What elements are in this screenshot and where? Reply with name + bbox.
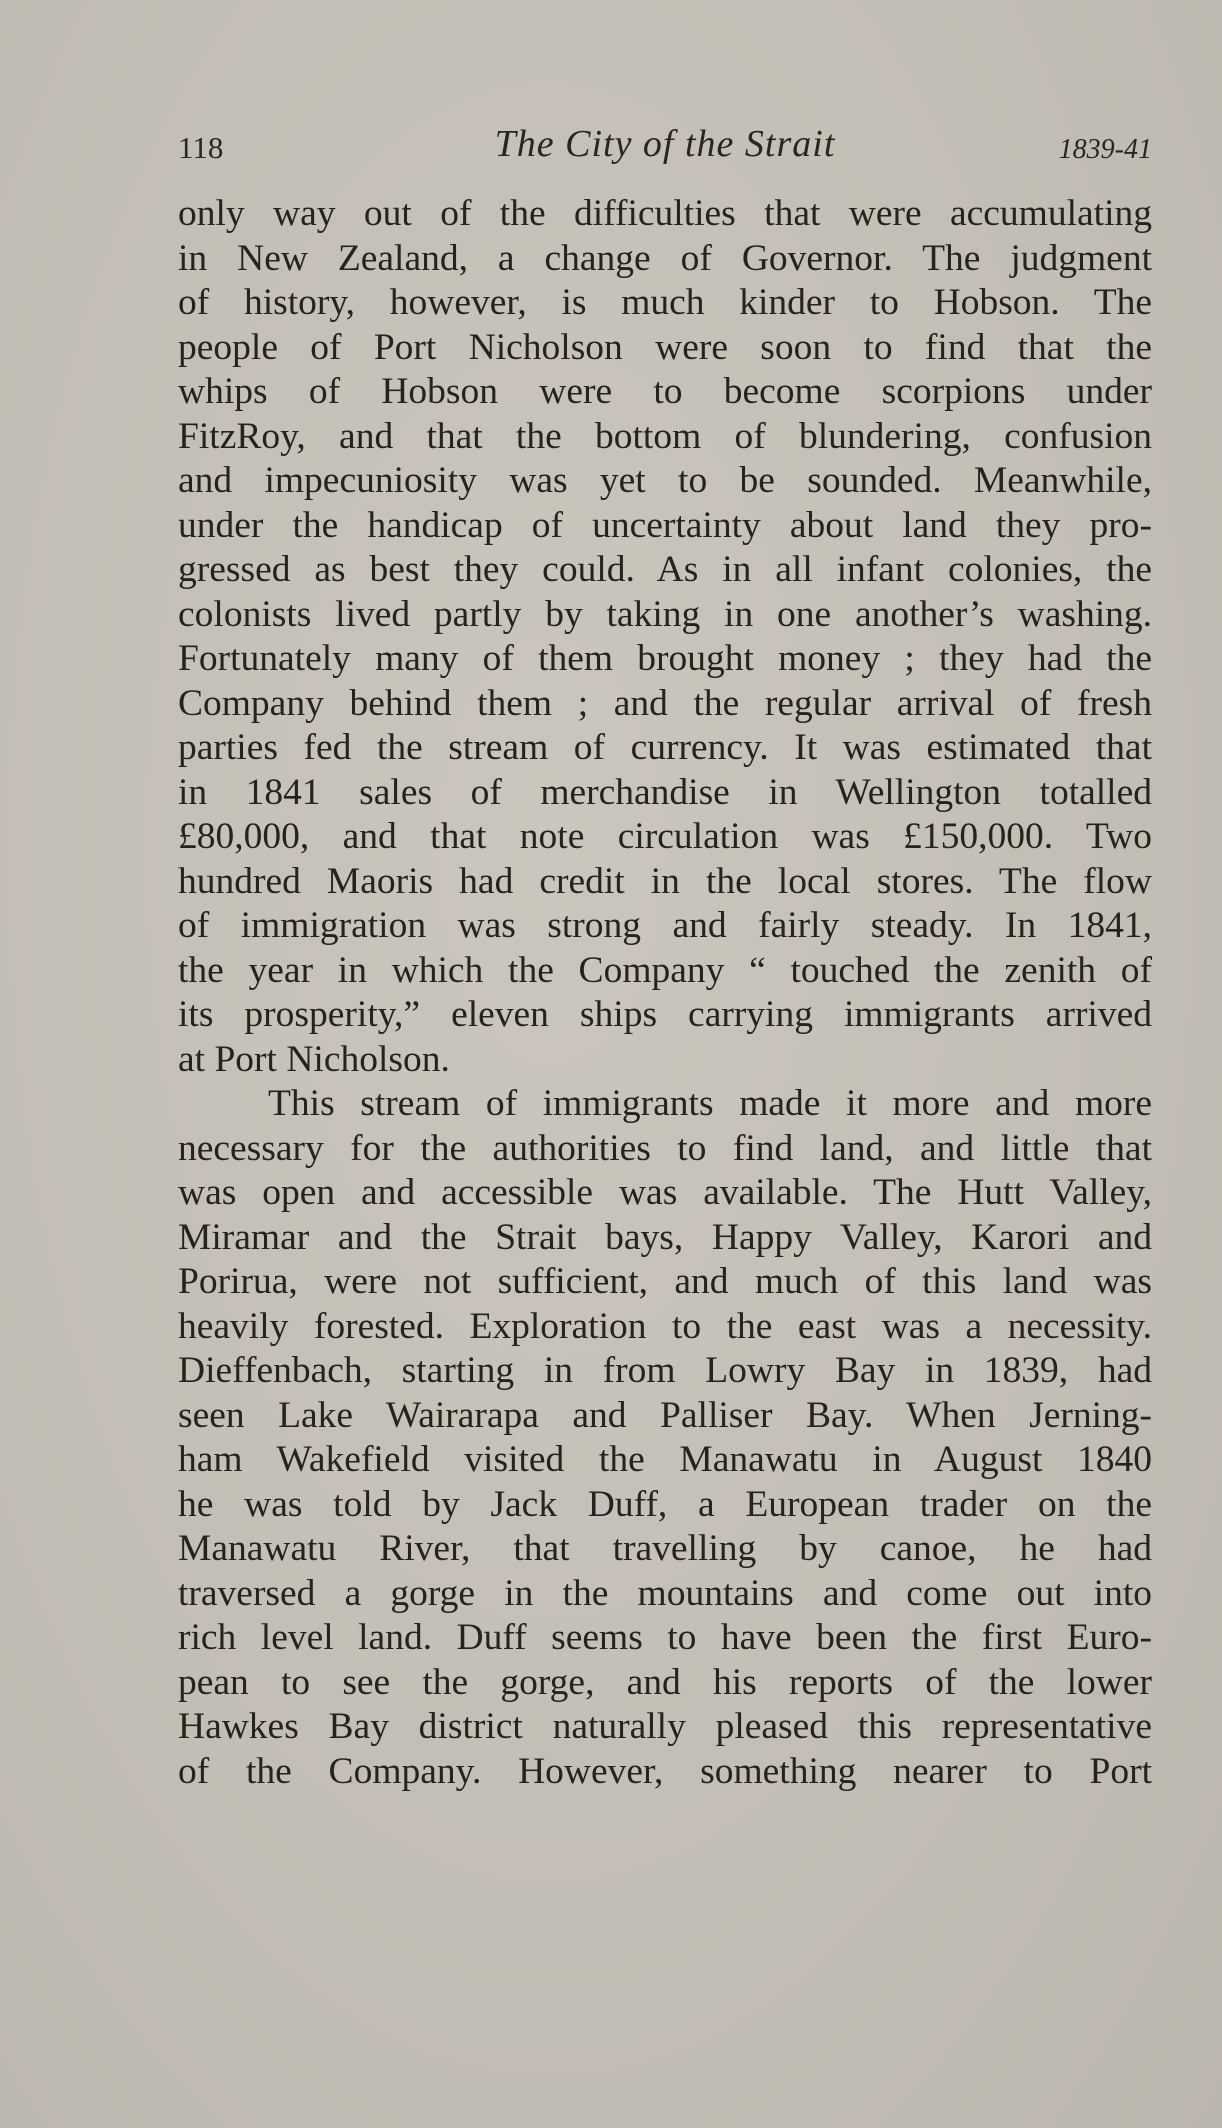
text-line: of the Company. However, something nearer to Port bbox=[178, 1750, 1152, 1792]
paragraph-start-line: This stream of immigrants made it more and more bbox=[268, 1083, 1152, 1124]
text-line: colonists lived partly by taking in one another’s washing. bbox=[178, 593, 1152, 635]
text-line: parties fed the stream of currency. It was estimated that bbox=[178, 727, 1152, 768]
text-line: under the handicap of uncertainty about land they pro- bbox=[178, 504, 1152, 546]
text-line: Fortunately many of them brought money ; they had the bbox=[178, 638, 1152, 679]
text-line: pean to see the gorge, and his reports of the lower bbox=[178, 1661, 1152, 1703]
text-line: FitzRoy, and that the bottom of blundering, confusion bbox=[178, 415, 1152, 457]
body-text bbox=[178, 192, 1152, 1794]
text-line: the year in which the Company “ touched the zenith of bbox=[178, 949, 1152, 991]
text-line: hundred Maoris had credit in the local stores. The flow bbox=[178, 860, 1152, 902]
text-line: Hawkes Bay district naturally pleased this representative bbox=[178, 1706, 1152, 1747]
text-line: whips of Hobson were to become scorpions under bbox=[178, 371, 1152, 412]
text-line: Manawatu River, that travelling by canoe, he had bbox=[178, 1528, 1152, 1569]
running-title: The City of the Strait bbox=[494, 123, 836, 165]
text-line: necessary for the authorities to find land, and little that bbox=[178, 1127, 1152, 1169]
paragraph-end-line: at Port Nicholson. bbox=[178, 1038, 450, 1080]
text-line: its prosperity,” eleven ships carrying immigrants arrived bbox=[178, 994, 1152, 1035]
text-line: traversed a gorge in the mountains and come out into bbox=[178, 1572, 1152, 1614]
text-line: seen Lake Wairarapa and Palliser Bay. When Jerning- bbox=[178, 1394, 1152, 1436]
page-header bbox=[178, 122, 1152, 172]
text-line: ham Wakefield visited the Manawatu in August 1840 bbox=[178, 1439, 1152, 1480]
text-line: of history, however, is much kinder to Hobson. The bbox=[178, 282, 1152, 323]
page-number: 118 bbox=[178, 130, 224, 165]
text-line: Company behind them ; and the regular arrival of fresh bbox=[178, 682, 1152, 724]
text-line: in 1841 sales of merchandise in Wellington totalled bbox=[178, 771, 1152, 813]
text-line: Porirua, were not sufficient, and much of this land was bbox=[178, 1261, 1152, 1302]
text-line: gressed as best they could. As in all infant colonies, the bbox=[178, 549, 1152, 590]
text-line: rich level land. Duff seems to have been the first Euro- bbox=[178, 1617, 1152, 1658]
running-date: 1839-41 bbox=[1058, 134, 1152, 165]
text-line: people of Port Nicholson were soon to find that the bbox=[178, 326, 1152, 368]
text-line: Miramar and the Strait bays, Happy Valley, Karori and bbox=[178, 1216, 1152, 1258]
text-line: in New Zealand, a change of Governor. The judgment bbox=[178, 237, 1152, 279]
text-line: Dieffenbach, starting in from Lowry Bay in 1839, had bbox=[178, 1350, 1152, 1391]
text-line: £80,000, and that note circulation was £150,000. Two bbox=[178, 816, 1152, 857]
text-line: was open and accessible was available. The Hutt Valley, bbox=[178, 1172, 1152, 1213]
text-line: and impecuniosity was yet to be sounded. Meanwhile, bbox=[178, 460, 1152, 501]
text-line: heavily forested. Exploration to the east was a necessity. bbox=[178, 1305, 1152, 1347]
text-line: only way out of the difficulties that were accumulating bbox=[178, 193, 1152, 234]
text-line: of immigration was strong and fairly steady. In 1841, bbox=[178, 905, 1152, 946]
text-line: he was told by Jack Duff, a European trader on the bbox=[178, 1483, 1152, 1525]
